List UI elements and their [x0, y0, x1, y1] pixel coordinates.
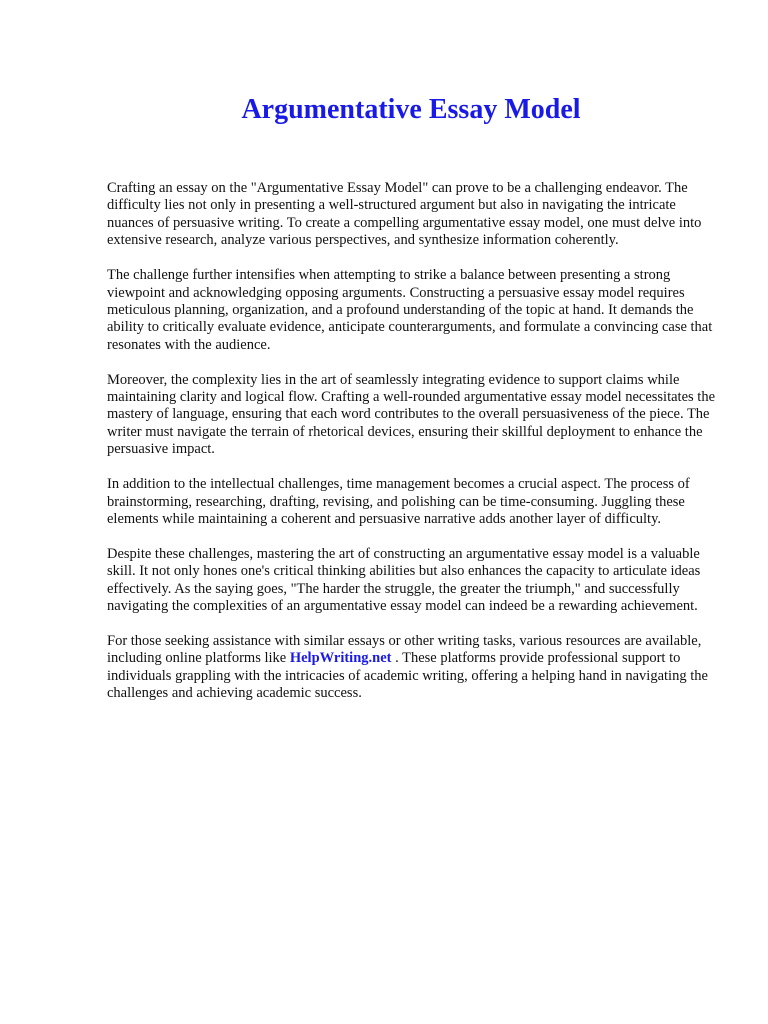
paragraph-5: Despite these challenges, mastering the art of constructing an argumentative essay model is a valuable skill. It not only hones one's critical thinking abilities but also enhances the capacity to articulate ideas effectively. As the saying goes, "The harder the struggle, the greater the triumph," and successfully navigating the complexities of an argumentative essay model can indeed be a rewarding achievement.	[107, 545, 701, 615]
paragraph-6	[107, 633, 717, 703]
document-body	[107, 180, 717, 720]
paragraph-1: Crafting an essay on the "Argumentative Essay Model" can prove to be a challenging endeavor. The difficulty lies not only in presenting a well-structured argument but also in navigating the intricate nuances of persuasive writing. To create a compelling argumentative essay model, one must delve into extensive research, analyze various perspectives, and synthesize information coherently.	[107, 180, 702, 249]
helpwriting-link[interactable]: HelpWriting.net	[289, 650, 392, 667]
paragraph-3: Moreover, the complexity lies in the art of seamlessly integrating evidence to support claims while maintaining clarity and logical flow. Crafting a well-rounded argumentative essay model necessitates the mastery of language, ensuring that each word contributes to the overall persuasiveness of the piece. The writer must navigate the terrain of rhetorical devices, ensuring their skillful deployment to enhance the persuasive impact.	[107, 371, 716, 458]
document-title: Argumentative Essay Model	[241, 94, 581, 125]
paragraph-6-outro: . These platforms provide professional support to individuals grappling with the intricacies of academic writing, offering a helping hand in navigating the challenges and achieving academic success.	[107, 650, 708, 702]
paragraph-6-intro: For those seeking assistance with similar essays or other writing tasks, various resources are available, including online platforms like	[107, 633, 702, 667]
paragraph-4: In addition to the intellectual challenges, time management becomes a crucial aspect. The process of brainstorming, researching, drafting, revising, and polishing can be time-consuming. Juggling these elements while maintaining a coherent and persuasive narrative adds another layer of difficulty.	[107, 476, 690, 527]
paragraph-2: The challenge further intensifies when attempting to strike a balance between presenting a strong viewpoint and acknowledging opposing arguments. Constructing a persuasive essay model requires meticulous planning, organization, and a profound understanding of the topic at hand. It demands the ability to critically evaluate evidence, anticipate counterarguments, and formulate a convincing case that resonates with the audience.	[107, 267, 713, 353]
